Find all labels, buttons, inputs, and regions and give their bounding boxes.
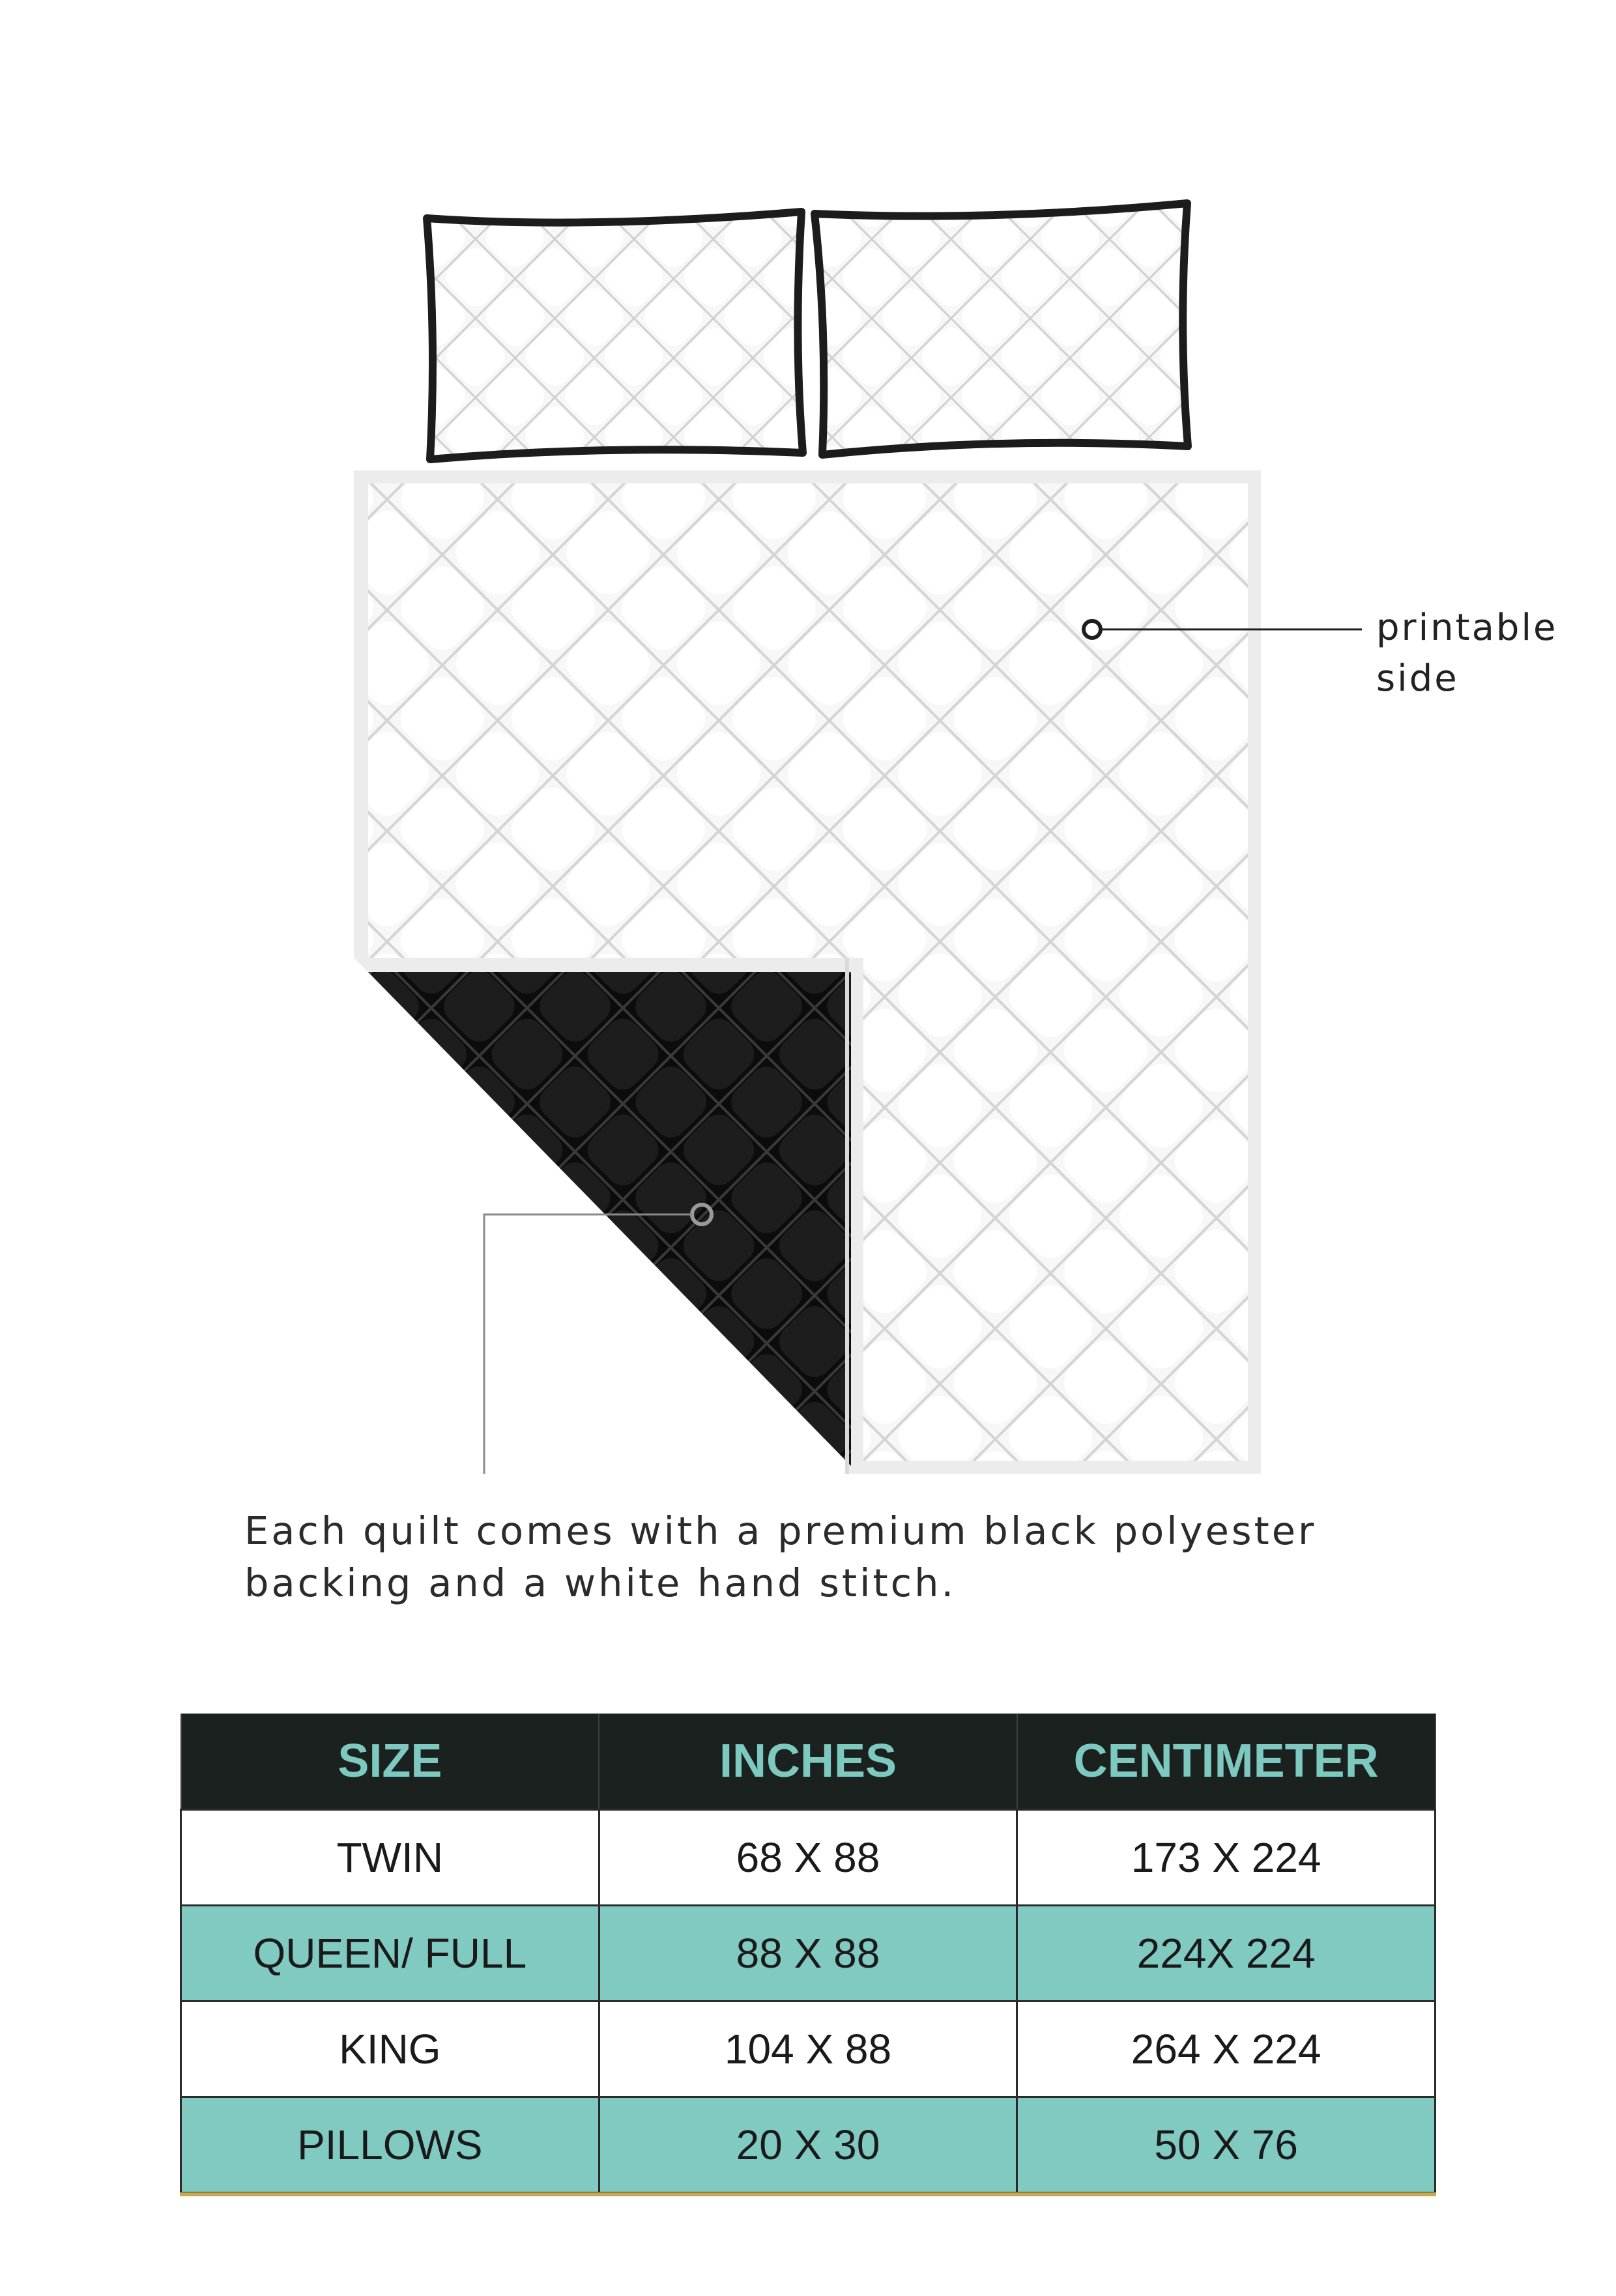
printable-side-label: printable side — [1376, 607, 1558, 700]
cell-size: PILLOWS — [181, 2097, 599, 2193]
cell-inches: 88 X 88 — [599, 1906, 1017, 2002]
caption-line-2: backing and a white hand stitch. — [244, 1560, 957, 1605]
cell-size: QUEEN/ FULL — [181, 1906, 599, 2002]
header-inches: INCHES — [599, 1714, 1017, 1810]
cell-centimeter: 173 X 224 — [1017, 1810, 1436, 1906]
header-size: SIZE — [181, 1714, 599, 1810]
table-underline — [180, 2192, 1436, 2196]
header-centimeter: CENTIMETER — [1017, 1714, 1436, 1810]
caption-line-1: Each quilt comes with a premium black polyester — [244, 1508, 1317, 1553]
table-row — [181, 2097, 1436, 2193]
table-row — [181, 2002, 1436, 2097]
table-row — [181, 1906, 1436, 2002]
pillow-left — [427, 212, 803, 459]
cell-centimeter: 50 X 76 — [1017, 2097, 1436, 2193]
cell-size: KING — [181, 2002, 599, 2097]
quilt-backing-fold — [354, 958, 860, 1474]
table-header-row — [181, 1714, 1436, 1810]
table-row — [181, 1810, 1436, 1906]
cell-centimeter: 264 X 224 — [1017, 2002, 1436, 2097]
backing-caption — [244, 1505, 1417, 1609]
cell-inches: 104 X 88 — [599, 2002, 1017, 2097]
cell-inches: 68 X 88 — [599, 1810, 1017, 1906]
cell-centimeter: 224X 224 — [1017, 1906, 1436, 2002]
pillow-right — [815, 203, 1188, 455]
size-chart-table — [180, 1714, 1436, 2194]
cell-inches: 20 X 30 — [599, 2097, 1017, 2193]
cell-size: TWIN — [181, 1810, 599, 1906]
